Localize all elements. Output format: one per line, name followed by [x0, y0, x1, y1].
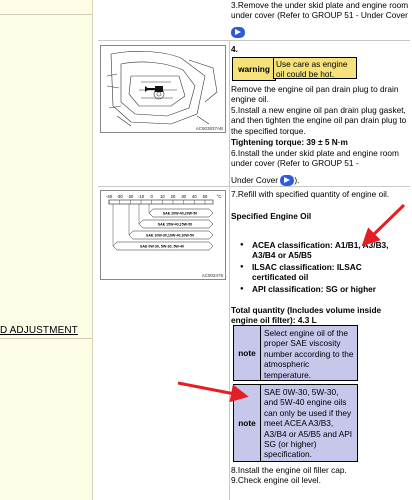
viscosity-band-label: SAE 15W-40,15W-50 [157, 222, 193, 227]
warning-label: warning [232, 57, 276, 81]
step5-text: 5.Install a new engine oil pan drain plug gasket, and then tighten the engine oil pan drain plug to the specified torque. [231, 105, 407, 136]
viscosity-band-label: SAE 20W-40,20W-50 [162, 211, 198, 216]
viscosity-band-label: SAE 10W-30,10W-40,10W-50 [146, 233, 194, 238]
spec-item: ● ACEA classification: A1/B1, A3/B3, A3/B4 or A5/B5 [240, 240, 400, 261]
step3-line1: 3.Remove the under skid plate and engine room [231, 0, 409, 10]
viscosity-band-label: SAE 0W-30, 5W-30, 5W-40 [140, 244, 184, 249]
temperature-tick-label: -10 [137, 194, 145, 199]
figure-code: AC903837AB [195, 126, 223, 131]
total-quantity: Total quantity (Includes volume inside engine oil filter): 4.3 L [231, 305, 382, 326]
temperature-tick-label: 10 [159, 194, 165, 199]
step8-text: 8.Install the engine oil filler cap. [231, 465, 347, 475]
temperature-tick-label: 20 [170, 194, 176, 199]
temperature-tick-label: 50 [202, 194, 208, 199]
step3-line2: under cover (Refer to GROUP 51 - Under Cover [231, 10, 408, 20]
spec-item: ● ILSAC classification: ILSAC certificated oil [240, 262, 400, 283]
warning-text: Use care as engine oil could be hot. [273, 57, 357, 79]
step4-text: Remove the engine oil pan drain plug to drain engine oil. [231, 84, 399, 105]
step6-tail-text: Under Cover [231, 175, 279, 185]
note-text: SAE 0W-30, 5W-30, and 5W-40 engine oils can only be used if they meet ACEA A3/B3, A3/B4 or A5/B5 and API SG (or higher) specification. [260, 384, 358, 462]
temperature-tick-label: 40 [191, 194, 197, 199]
figure-code: AC903478 [201, 273, 223, 278]
temperature-tick-label: 0 [150, 194, 153, 199]
step6-tail: Under Cover ). [231, 175, 300, 185]
step7-text: 7.Refill with specified quantity of engine oil. [231, 189, 390, 199]
step6-text: 6.Install the under skid plate and engine room under cover (Refer to GROUP 51 - [231, 148, 399, 169]
step9-text: 9.Check engine oil level. [231, 475, 321, 485]
red-arrow-annotation [178, 383, 240, 395]
specified-oil-heading: Specified Engine Oil [231, 211, 312, 221]
spec-item: ● API classification: SG or higher [240, 284, 400, 294]
temperature-tick-label: 30 [181, 194, 187, 199]
note-label: note [233, 325, 261, 381]
temperature-tick-label: -20 [127, 194, 134, 199]
temperature-tick-label: -40 [105, 194, 113, 199]
temperature-unit-label: °C [216, 194, 222, 199]
note-text: Select engine oil of the proper SAE viscosity number according to the atmospheric temperature. [260, 325, 358, 381]
tightening-torque: Tightening torque: 39 ± 5 N·m [231, 137, 348, 147]
step4-number: 4. [231, 44, 238, 54]
temperature-tick-label: -30 [116, 194, 123, 199]
sidebar-link-adjustment[interactable]: D ADJUSTMENT [0, 325, 78, 336]
red-arrow-annotation [368, 205, 404, 240]
note-label: note [233, 384, 261, 462]
